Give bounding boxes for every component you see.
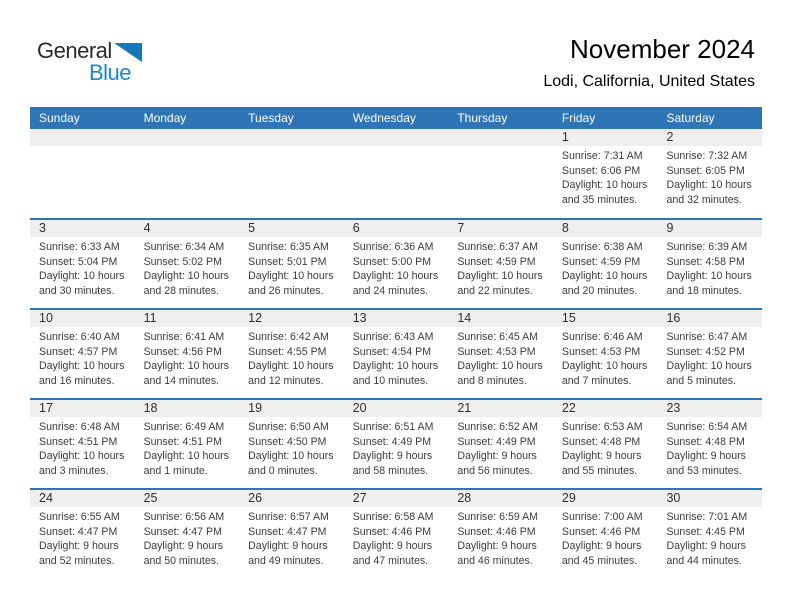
day-cell [344, 220, 449, 308]
day-number: 22 [553, 400, 658, 417]
day-number: 6 [344, 220, 449, 237]
day-detail-line: Sunset: 4:51 PM [143, 435, 222, 448]
day-number [239, 129, 344, 146]
day-detail-line: Sunset: 4:59 PM [561, 255, 641, 268]
day-detail-line: and 30 minutes. [39, 284, 115, 297]
day-detail-line: Sunrise: 6:33 AM [39, 241, 120, 253]
empty-day-cell [448, 129, 553, 218]
day-detail-line: Sunrise: 6:40 AM [39, 331, 120, 343]
day-detail-line: Sunrise: 7:00 AM [561, 511, 643, 523]
day-detail-line: Daylight: 10 hours [39, 360, 125, 372]
day-number: 19 [239, 400, 344, 417]
day-cell [448, 400, 553, 488]
day-detail-line: Sunset: 4:59 PM [457, 255, 536, 268]
day-number [344, 129, 449, 146]
day-details [553, 417, 658, 478]
day-detail-line: and 56 minutes. [457, 464, 533, 477]
day-detail-line: Daylight: 10 hours [561, 360, 648, 372]
day-number: 1 [553, 129, 658, 146]
day-cell [657, 490, 762, 578]
day-detail-line: Sunset: 5:04 PM [39, 255, 118, 268]
day-detail-line: Sunset: 4:55 PM [248, 345, 327, 358]
day-details [135, 417, 240, 478]
day-detail-line: Sunrise: 6:46 AM [561, 331, 643, 343]
day-cell [135, 400, 240, 488]
day-detail-line: Daylight: 10 hours [39, 450, 125, 462]
day-number: 30 [657, 490, 762, 507]
day-detail-line: Sunset: 4:54 PM [352, 345, 432, 358]
day-detail-line: Daylight: 10 hours [666, 179, 752, 191]
day-cell [135, 490, 240, 578]
weekday-friday: Friday [561, 111, 596, 125]
day-detail-line: Sunrise: 7:32 AM [666, 150, 748, 162]
day-details [657, 237, 762, 298]
day-detail-line: Daylight: 10 hours [143, 360, 229, 372]
day-details [239, 507, 344, 568]
day-detail-line: Daylight: 10 hours [352, 270, 439, 282]
day-number [30, 129, 135, 146]
day-detail-line: and 0 minutes. [248, 464, 318, 477]
day-details [239, 237, 344, 298]
week-row [30, 129, 762, 218]
day-details [553, 237, 658, 298]
day-detail-line: Daylight: 9 hours [561, 450, 642, 462]
day-detail-line: Sunrise: 6:39 AM [666, 241, 748, 253]
day-detail-line: Sunset: 4:53 PM [561, 345, 641, 358]
weekday-wednesday: Wednesday [352, 111, 416, 125]
day-details [344, 507, 449, 568]
day-detail-line: Sunset: 4:47 PM [248, 525, 327, 538]
day-details [135, 507, 240, 568]
day-cell [657, 129, 762, 218]
day-detail-line: Sunrise: 6:41 AM [143, 331, 225, 343]
logo-text-general: General [37, 38, 112, 63]
day-number: 18 [135, 400, 240, 417]
page-title: November 2024 [570, 34, 755, 64]
day-detail-line: Daylight: 10 hours [457, 270, 543, 282]
day-number: 24 [30, 490, 135, 507]
day-detail-line: Sunrise: 6:56 AM [143, 511, 225, 523]
day-detail-line: and 12 minutes. [248, 374, 324, 387]
day-number: 16 [657, 310, 762, 327]
day-detail-line: Sunrise: 6:51 AM [352, 421, 434, 433]
day-detail-line: Sunrise: 6:53 AM [561, 421, 643, 433]
day-cell [30, 310, 135, 398]
day-detail-line: Sunset: 4:49 PM [352, 435, 432, 448]
day-detail-line: Daylight: 9 hours [457, 450, 537, 462]
day-number: 4 [135, 220, 240, 237]
day-cell [657, 220, 762, 308]
day-cell [553, 490, 658, 578]
day-cell [30, 490, 135, 578]
week-row [30, 308, 762, 398]
day-cell [448, 490, 553, 578]
day-detail-line: Sunrise: 6:34 AM [143, 241, 225, 253]
weekday-monday: Monday [143, 111, 187, 125]
calendar-weeks [30, 129, 762, 578]
day-cell [448, 310, 553, 398]
day-detail-line: Sunrise: 6:59 AM [457, 511, 538, 523]
day-number: 7 [448, 220, 553, 237]
day-detail-line: Daylight: 9 hours [561, 540, 642, 552]
day-detail-line: Sunset: 4:58 PM [666, 255, 745, 268]
day-detail-line: Daylight: 10 hours [248, 450, 334, 462]
day-detail-line: Sunset: 4:51 PM [39, 435, 118, 448]
day-cell [553, 129, 658, 218]
day-details [553, 146, 658, 207]
day-detail-line: Sunset: 4:48 PM [666, 435, 745, 448]
day-detail-line: Sunrise: 6:55 AM [39, 511, 120, 523]
day-cell [239, 490, 344, 578]
week-row [30, 398, 762, 488]
day-detail-line: Sunrise: 6:35 AM [248, 241, 329, 253]
day-detail-line: Sunrise: 6:38 AM [561, 241, 643, 253]
day-detail-line: and 46 minutes. [457, 554, 533, 567]
day-detail-line: and 47 minutes. [352, 554, 429, 567]
day-detail-line: and 26 minutes. [248, 284, 324, 297]
day-detail-line: and 32 minutes. [666, 193, 742, 206]
day-detail-line: Daylight: 10 hours [666, 360, 752, 372]
day-detail-line: and 45 minutes. [561, 554, 638, 567]
day-detail-line: Daylight: 10 hours [352, 360, 439, 372]
day-details [30, 237, 135, 298]
day-detail-line: and 16 minutes. [39, 374, 115, 387]
day-detail-line: and 1 minute. [143, 464, 208, 477]
weekday-thursday: Thursday [457, 111, 508, 125]
day-details [448, 507, 553, 568]
day-number: 3 [30, 220, 135, 237]
day-number: 9 [657, 220, 762, 237]
day-cell [30, 220, 135, 308]
day-detail-line: Daylight: 10 hours [143, 450, 229, 462]
day-detail-line: Sunrise: 6:45 AM [457, 331, 538, 343]
day-detail-line: Daylight: 10 hours [248, 360, 334, 372]
day-detail-line: Sunset: 4:57 PM [39, 345, 118, 358]
day-detail-line: Sunrise: 6:48 AM [39, 421, 120, 433]
day-cell [344, 400, 449, 488]
empty-day-cell [239, 129, 344, 218]
day-number: 17 [30, 400, 135, 417]
day-detail-line: and 22 minutes. [457, 284, 533, 297]
day-number: 13 [344, 310, 449, 327]
day-cell [239, 310, 344, 398]
day-detail-line: and 24 minutes. [352, 284, 429, 297]
day-detail-line: Sunset: 5:02 PM [143, 255, 222, 268]
day-detail-line: Daylight: 10 hours [248, 270, 334, 282]
day-number: 2 [657, 129, 762, 146]
day-cell [657, 400, 762, 488]
day-number: 12 [239, 310, 344, 327]
day-detail-line: Sunset: 4:49 PM [457, 435, 536, 448]
day-detail-line: Sunset: 6:06 PM [561, 164, 641, 177]
day-number: 14 [448, 310, 553, 327]
day-number [135, 129, 240, 146]
day-details [448, 417, 553, 478]
day-details [657, 417, 762, 478]
day-detail-line: Sunrise: 7:01 AM [666, 511, 748, 523]
day-details [344, 327, 449, 388]
day-number: 10 [30, 310, 135, 327]
day-details [448, 237, 553, 298]
day-detail-line: and 58 minutes. [352, 464, 429, 477]
day-detail-line: and 10 minutes. [352, 374, 429, 387]
day-detail-line: Sunset: 4:45 PM [666, 525, 745, 538]
day-cell [553, 400, 658, 488]
day-detail-line: and 28 minutes. [143, 284, 219, 297]
day-number: 21 [448, 400, 553, 417]
general-blue-logo [37, 40, 137, 83]
day-details [239, 417, 344, 478]
day-detail-line: Sunrise: 6:49 AM [143, 421, 225, 433]
day-detail-line: Daylight: 10 hours [561, 270, 648, 282]
day-detail-line: Sunrise: 6:57 AM [248, 511, 329, 523]
day-details [30, 327, 135, 388]
day-detail-line: Sunset: 6:05 PM [666, 164, 745, 177]
day-detail-line: Daylight: 9 hours [352, 540, 433, 552]
calendar-grid [30, 107, 762, 578]
day-detail-line: and 20 minutes. [561, 284, 638, 297]
day-detail-line: Daylight: 9 hours [666, 540, 746, 552]
day-detail-line: Sunset: 4:52 PM [666, 345, 745, 358]
day-detail-line: and 3 minutes. [39, 464, 109, 477]
day-detail-line: Sunset: 4:50 PM [248, 435, 327, 448]
day-detail-line: Sunrise: 6:36 AM [352, 241, 434, 253]
day-cell [344, 490, 449, 578]
day-detail-line: Sunset: 5:01 PM [248, 255, 327, 268]
day-detail-line: and 55 minutes. [561, 464, 638, 477]
empty-day-cell [344, 129, 449, 218]
day-detail-line: Sunrise: 6:58 AM [352, 511, 434, 523]
day-detail-line: Sunset: 4:47 PM [39, 525, 118, 538]
day-detail-line: Daylight: 10 hours [39, 270, 125, 282]
day-detail-line: Daylight: 9 hours [352, 450, 433, 462]
day-detail-line: Sunrise: 6:47 AM [666, 331, 748, 343]
day-details [657, 327, 762, 388]
day-detail-line: Daylight: 10 hours [561, 179, 648, 191]
day-detail-line: and 18 minutes. [666, 284, 742, 297]
day-number: 27 [344, 490, 449, 507]
day-detail-line: Daylight: 9 hours [39, 540, 119, 552]
day-detail-line: Sunset: 4:46 PM [352, 525, 432, 538]
title-block [543, 34, 755, 91]
day-detail-line: Sunrise: 6:52 AM [457, 421, 538, 433]
day-number: 25 [135, 490, 240, 507]
day-details [30, 507, 135, 568]
day-detail-line: Daylight: 10 hours [143, 270, 229, 282]
empty-day-cell [135, 129, 240, 218]
day-cell [239, 220, 344, 308]
day-detail-line: Daylight: 9 hours [143, 540, 224, 552]
day-details [553, 327, 658, 388]
day-detail-line: and 49 minutes. [248, 554, 324, 567]
day-cell [135, 220, 240, 308]
day-detail-line: Sunset: 4:53 PM [457, 345, 536, 358]
day-detail-line: Sunrise: 6:50 AM [248, 421, 329, 433]
day-number: 11 [135, 310, 240, 327]
day-detail-line: and 52 minutes. [39, 554, 115, 567]
day-details [135, 327, 240, 388]
day-cell [30, 400, 135, 488]
weekday-sunday: Sunday [39, 111, 80, 125]
day-detail-line: Sunset: 5:00 PM [352, 255, 432, 268]
day-detail-line: Sunset: 4:46 PM [457, 525, 536, 538]
day-detail-line: Sunset: 4:46 PM [561, 525, 641, 538]
day-detail-line: Sunrise: 6:37 AM [457, 241, 538, 253]
day-number: 5 [239, 220, 344, 237]
day-detail-line: Sunrise: 6:43 AM [352, 331, 434, 343]
day-detail-line: Sunrise: 6:42 AM [248, 331, 329, 343]
weekday-header-row [30, 107, 762, 129]
day-number [448, 129, 553, 146]
page-subtitle: Lodi, California, United States [543, 73, 755, 90]
day-details [239, 327, 344, 388]
day-number: 8 [553, 220, 658, 237]
day-number: 15 [553, 310, 658, 327]
day-detail-line: Daylight: 10 hours [457, 360, 543, 372]
day-cell [657, 310, 762, 398]
day-details [135, 237, 240, 298]
day-detail-line: Sunset: 4:48 PM [561, 435, 641, 448]
weekday-saturday: Saturday [666, 111, 715, 125]
day-details [344, 417, 449, 478]
day-cell [448, 220, 553, 308]
day-detail-line: Sunset: 4:47 PM [143, 525, 222, 538]
day-details [344, 237, 449, 298]
day-detail-line: and 8 minutes. [457, 374, 527, 387]
day-detail-line: and 14 minutes. [143, 374, 219, 387]
week-row [30, 218, 762, 308]
day-number: 26 [239, 490, 344, 507]
day-detail-line: and 35 minutes. [561, 193, 638, 206]
day-detail-line: Daylight: 9 hours [248, 540, 328, 552]
day-detail-line: Daylight: 10 hours [666, 270, 752, 282]
empty-day-cell [30, 129, 135, 218]
day-detail-line: Sunrise: 7:31 AM [561, 150, 643, 162]
day-number: 20 [344, 400, 449, 417]
day-cell [344, 310, 449, 398]
day-details [657, 146, 762, 207]
day-detail-line: and 7 minutes. [561, 374, 632, 387]
day-details [30, 417, 135, 478]
day-number: 28 [448, 490, 553, 507]
day-detail-line: Daylight: 9 hours [666, 450, 746, 462]
day-detail-line: and 44 minutes. [666, 554, 742, 567]
day-number: 29 [553, 490, 658, 507]
day-cell [553, 310, 658, 398]
day-number: 23 [657, 400, 762, 417]
day-cell [239, 400, 344, 488]
day-detail-line: and 50 minutes. [143, 554, 219, 567]
day-details [448, 327, 553, 388]
day-detail-line: Sunset: 4:56 PM [143, 345, 222, 358]
day-cell [553, 220, 658, 308]
day-detail-line: and 53 minutes. [666, 464, 742, 477]
day-details [657, 507, 762, 568]
logo-text-blue: Blue [89, 60, 132, 85]
weekday-tuesday: Tuesday [248, 111, 294, 125]
day-detail-line: Sunrise: 6:54 AM [666, 421, 748, 433]
week-row [30, 488, 762, 578]
day-detail-line: and 5 minutes. [666, 374, 736, 387]
day-cell [135, 310, 240, 398]
day-detail-line: Daylight: 9 hours [457, 540, 537, 552]
day-details [553, 507, 658, 568]
